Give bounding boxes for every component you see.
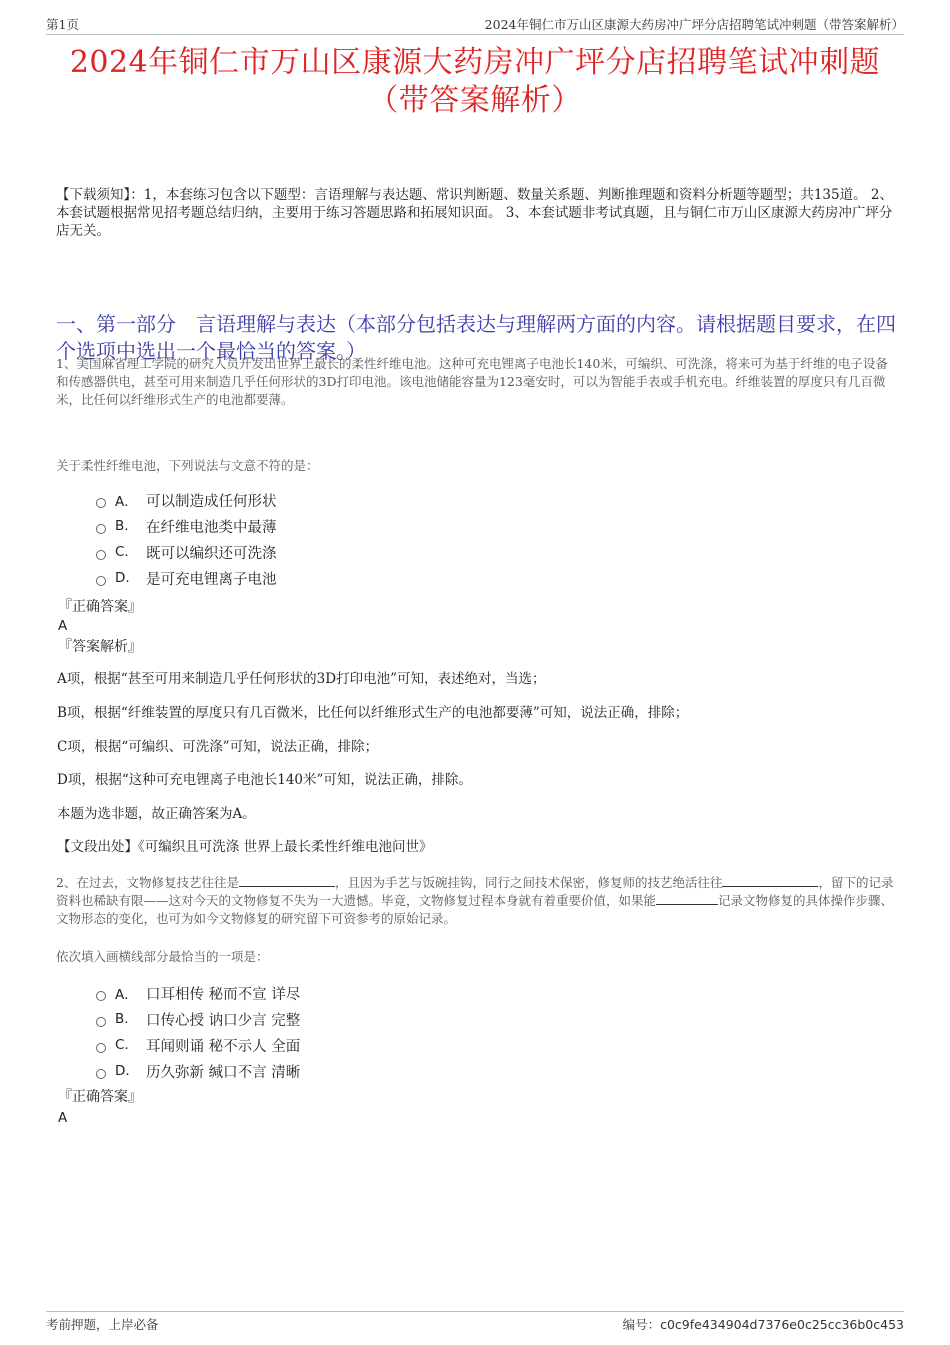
fill-blank-1 (239, 874, 335, 887)
radio-icon[interactable] (96, 576, 106, 586)
radio-icon[interactable] (96, 991, 106, 1001)
q2-option-b[interactable]: B. 口传心授 讷口少言 完整 (96, 1006, 300, 1032)
radio-icon[interactable] (96, 550, 106, 560)
q1-option-d[interactable]: D. 是可充电锂离子电池 (96, 565, 277, 591)
title-line-2: （带答案解析） (368, 83, 582, 118)
q1-option-a[interactable]: A． 可以制造成任何形状 (96, 487, 277, 513)
q2-option-c[interactable]: C. 耳闻则诵 秘不示人 全面 (96, 1032, 300, 1058)
question-1-stem: 1、美国麻省理工学院的研究人员开发出世界上最长的柔性纤维电池。这种可充电锂离子电池长140米，可编织、可洗涤，将来可为基于纤维的电子设备和传感器供电，甚至可用来制造几乎任何形状的3D打印电池。该电池储能容量为123毫安时，可以为智能手表或手机充电。纤维装置的厚度只有几百微米，比任何以纤维形式生产的电池都要薄。 (56, 356, 888, 407)
download-notice: 【下载须知】：1，本套练习包含以下题型：言语理解与表达题、常识判断题、数量关系题、判断推理题和资料分析题等题型；共135道。 2、本套试题根据常见招考题总结归纳，主要用于练习答题思路和拓展知识面。 3、本套试题非考试真题，且与铜仁市万山区康源大药房冲广坪分店无关。 (56, 187, 893, 239)
q2-option-d[interactable]: D. 历久弥新 缄口不言 清晰 (96, 1058, 300, 1084)
q1-source: 【文段出处】《可编织且可洗涤 世界上最长柔性纤维电池问世》 (57, 839, 433, 855)
radio-icon[interactable] (96, 1069, 106, 1079)
q1-analysis-d: D项，根据“这种可充电锂离子电池长140米”可知，说法正确，排除。 (57, 772, 472, 788)
question-2-prompt: 依次填入画横线部分最恰当的一项是： (56, 949, 269, 964)
fill-blank-2 (722, 874, 818, 887)
question-1-prompt: 关于柔性纤维电池，下列说法与文意不符的是： (56, 458, 319, 473)
q2-answer: A (58, 1110, 68, 1126)
page-number: 第1页 (46, 17, 79, 32)
q1-analysis-conclusion: 本题为选非题，故正确答案为A。 (57, 806, 256, 822)
footer-slogan: 考前押题，上岸必备 (46, 1317, 159, 1332)
q1-answer-label: 『正确答案』 (58, 599, 142, 615)
q1-analysis-c: C项，根据“可编织、可洗涤”可知，说法正确，排除； (57, 739, 379, 755)
footer-code: 编号：c0c9fe434904d7376e0c25cc36b0c453 (622, 1317, 904, 1332)
radio-icon[interactable] (96, 498, 106, 508)
q2-answer-label: 『正确答案』 (58, 1089, 142, 1105)
q1-answer: A (58, 618, 68, 634)
question-2-stem: 2、在过去，文物修复技艺往往是 ，且因为手艺与饭碗挂钩，同行之间技术保密，修复师的技艺绝活往往 ，留下的记录资料也稀缺有限——这对今天的文物修复不失为一大遗憾。毕竟，文物修复过程本身就有着重要价值，如果能 记录文物修复的具体操作步骤、文物形态的变化，也可为如今文物修复的研究留下可资参考的原始记录。 (56, 875, 894, 926)
radio-icon[interactable] (96, 1043, 106, 1053)
page-footer (46, 1311, 904, 1333)
fill-blank-3 (656, 892, 718, 905)
q1-analysis-b: B项，根据“纤维装置的厚度只有几百微米，比任何以纤维形式生产的电池都要薄”可知，说法正确，排除； (57, 705, 689, 721)
title-line-1: 2024年铜仁市万山区康源大药房冲广坪分店招聘笔试冲刺题 (69, 45, 881, 80)
document-title (40, 44, 910, 120)
q2-option-a[interactable]: A． 口耳相传 秘而不宣 详尽 (96, 980, 300, 1006)
question-1-options (96, 487, 277, 591)
section-heading: 一、第一部分 言语理解与表达（本部分包括表达与理解两方面的内容。请根据题目要求，在四个选项中选出一个最恰当的答案。） (56, 312, 896, 363)
q1-analysis-label: 『答案解析』 (58, 639, 142, 655)
radio-icon[interactable] (96, 1017, 106, 1027)
q1-option-b[interactable]: B. 在纤维电池类中最薄 (96, 513, 277, 539)
q1-option-c[interactable]: C. 既可以编织还可洗涤 (96, 539, 277, 565)
question-2-options (96, 980, 300, 1084)
header-title: 2024年铜仁市万山区康源大药房冲广坪分店招聘笔试冲刺题（带答案解析） (484, 17, 904, 32)
page-header (46, 14, 904, 35)
q1-analysis-a: A项，根据“甚至可用来制造几乎任何形状的3D打印电池”可知，表述绝对，当选； (57, 671, 546, 687)
radio-icon[interactable] (96, 524, 106, 534)
